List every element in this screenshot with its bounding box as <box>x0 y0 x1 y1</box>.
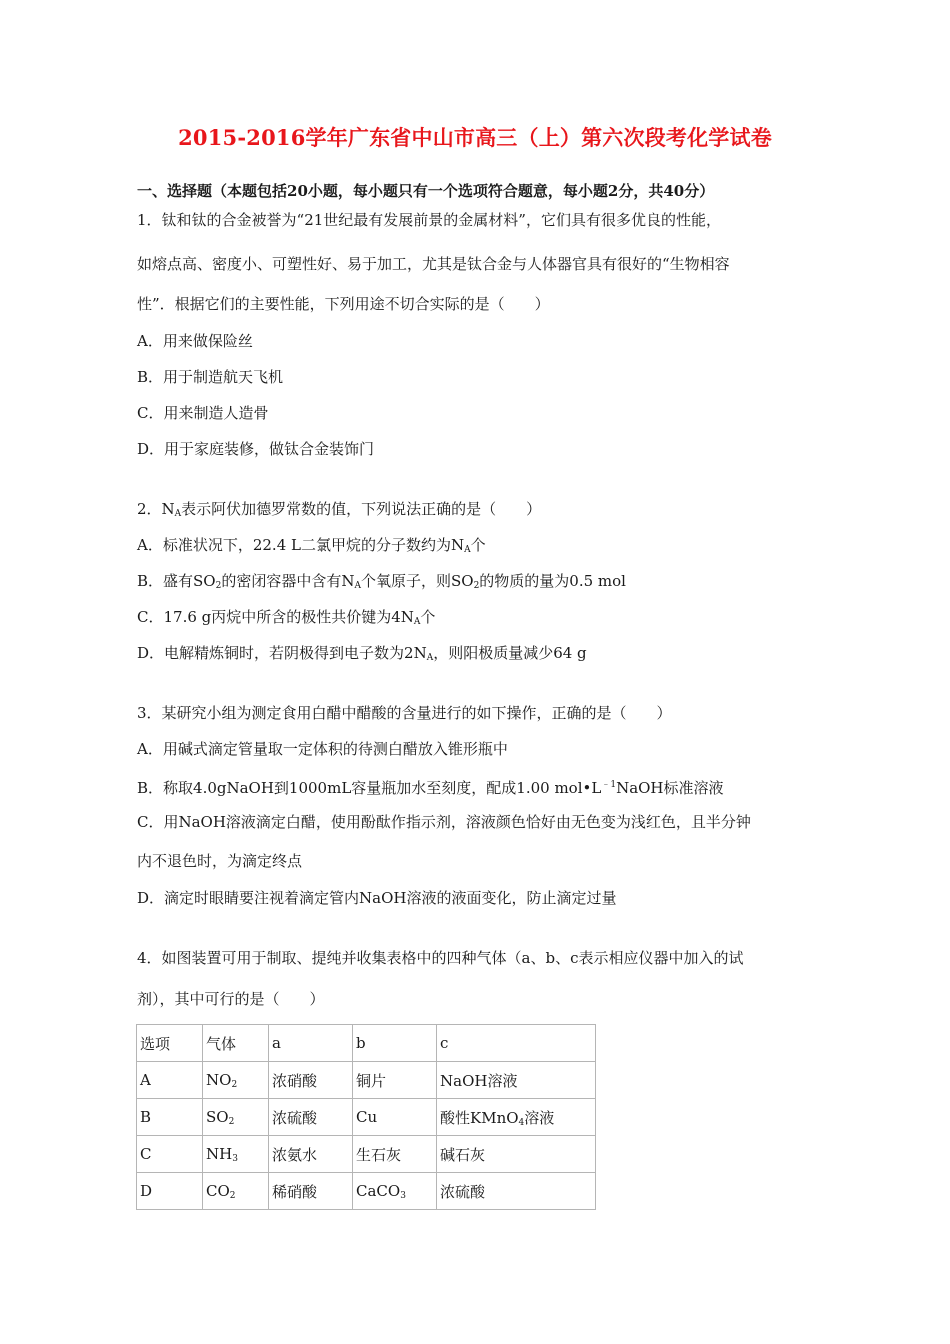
cell-a: 稀硝酸 <box>269 1173 353 1210</box>
q3-option-b <box>137 775 724 798</box>
reagent-b: 生石灰 <box>356 1145 402 1164</box>
cell-b <box>353 1136 437 1173</box>
q2-option-d <box>137 643 587 668</box>
reagent-b: 铜片 <box>356 1071 387 1090</box>
q2-option-a <box>137 535 486 560</box>
header-b: b <box>353 1025 437 1062</box>
q2-b-part1: B．盛有SO <box>137 572 216 590</box>
q2-d-sub: A <box>426 653 434 663</box>
gas-formula: NH <box>206 1144 233 1163</box>
q2-b-sub2: A <box>354 581 361 591</box>
q2-option-b <box>137 571 626 596</box>
table-row <box>137 1062 596 1099</box>
q3-option-c-line-2: 内不退色时，为滴定终点 <box>137 852 303 870</box>
q3-option-a: A．用碱式滴定管量取一定体积的待测白醋放入锥形瓶中 <box>137 740 508 758</box>
gas-subscript: 2 <box>229 1190 236 1201</box>
q3-option-c-line-1: C．用NaOH溶液滴定白醋，使用酚酞作指示剂，溶液颜色恰好由无色变为浅红色，且半分钟 <box>137 813 751 831</box>
cell-gas <box>203 1136 269 1173</box>
cell-gas <box>203 1099 269 1136</box>
cell-b <box>353 1062 437 1099</box>
table-row <box>137 1099 596 1136</box>
q2-d-post: ，则阳极质量减少64 g <box>433 644 587 662</box>
q2-stem-post: 表示阿伏加德罗常数的值，下列说法正确的是（ ） <box>181 500 542 518</box>
reagent-c-subscript: 4 <box>518 1117 525 1128</box>
q2-c-pre: C．17.6 g丙烷中所含的极性共价键为4N <box>137 608 414 626</box>
q2-b-part3: 个氧原子，则SO <box>360 572 474 590</box>
reagent-c-suffix: 溶液 <box>524 1108 555 1127</box>
q2-c-sub: A <box>413 617 421 627</box>
reagent-c: 碱石灰 <box>440 1145 486 1164</box>
cell-gas <box>203 1173 269 1210</box>
exam-title: 2015-2016学年广东省中山市高三（上）第六次段考化学试卷 <box>178 125 772 150</box>
cell-option: A <box>137 1062 203 1099</box>
table-header-row <box>137 1025 596 1062</box>
cell-c <box>437 1136 596 1173</box>
q1-stem-line-3: 性”．根据它们的主要性能，下列用途不切合实际的是（ ） <box>137 295 550 313</box>
q2-b-part2: 的密闭容器中含有N <box>221 572 355 590</box>
q2-stem-sub: A <box>174 509 182 519</box>
q3-option-d: D．滴定时眼睛要注视着滴定管内NaOH溶液的液面变化，防止滴定过量 <box>137 889 617 907</box>
cell-option: D <box>137 1173 203 1210</box>
reagent-c: 浓硫酸 <box>440 1182 486 1201</box>
q4-stem-line-1: 4．如图装置可用于制取、提纯并收集表格中的四种气体（a、b、c表示相应仪器中加入的试 <box>137 949 744 967</box>
cell-b <box>353 1173 437 1210</box>
header-option: 选项 <box>137 1025 203 1062</box>
reagent-b: CaCO <box>356 1181 401 1200</box>
gas-table <box>136 1024 596 1210</box>
reagent-c: NaOH溶液 <box>440 1071 518 1090</box>
q2-stem <box>137 499 541 524</box>
gas-formula: CO <box>206 1181 230 1200</box>
cell-gas <box>203 1062 269 1099</box>
q2-a-sub: A <box>464 545 471 555</box>
q1-option-a: A．用来做保险丝 <box>137 332 253 350</box>
cell-a: 浓氨水 <box>269 1136 353 1173</box>
gas-formula: SO <box>206 1107 229 1126</box>
q1-option-d: D．用于家庭装修，做钛合金装饰门 <box>137 440 375 458</box>
table-row <box>137 1173 596 1210</box>
gas-subscript: 2 <box>231 1079 238 1090</box>
q2-a-pre: A．标准状况下，22.4 L二氯甲烷的分子数约为N <box>137 536 465 554</box>
gas-subscript: 2 <box>228 1116 235 1127</box>
cell-c <box>437 1062 596 1099</box>
cell-a: 浓硫酸 <box>269 1099 353 1136</box>
q2-a-post: 个 <box>470 536 486 554</box>
cell-a: 浓硝酸 <box>269 1062 353 1099</box>
q1-option-b: B．用于制造航天飞机 <box>137 368 284 386</box>
q1-stem-line-1: 1．钛和钛的合金被誉为“21世纪最有发展前景的金属材料”，它们具有很多优良的性能， <box>137 211 721 229</box>
q2-b-part4: 的物质的量为0.5 mol <box>479 572 626 590</box>
cell-c <box>437 1099 596 1136</box>
cell-option: C <box>137 1136 203 1173</box>
q4-stem-line-2: 剂），其中可行的是（ ） <box>137 990 325 1008</box>
q2-b-sub1: 2 <box>215 581 222 591</box>
gas-formula: NO <box>206 1070 232 1089</box>
q3-b-post: NaOH标准溶液 <box>616 779 724 797</box>
q3-b-pre: B．称取4.0gNaOH到1000mL容量瓶加水至刻度，配成1.00 mol•L <box>137 779 602 797</box>
section-heading: 一、选择题（本题包括20小题，每小题只有一个选项符合题意，每小题2分，共40分） <box>137 182 715 200</box>
q1-option-c: C．用来制造人造骨 <box>137 404 269 422</box>
q3-b-sup: ﹣1 <box>601 780 617 790</box>
reagent-c: 酸性KMnO <box>440 1108 519 1127</box>
q2-c-post: 个 <box>420 608 436 626</box>
gas-subscript: 3 <box>232 1153 238 1164</box>
header-c: c <box>437 1025 596 1062</box>
q2-stem-pre: 2．N <box>137 500 175 518</box>
cell-option: B <box>137 1099 203 1136</box>
q1-stem-line-2: 如熔点高、密度小、可塑性好、易于加工，尤其是钛合金与人体器官具有很好的“生物相容 <box>137 255 730 273</box>
reagent-b-subscript: 3 <box>400 1190 406 1201</box>
q2-option-c <box>137 607 435 632</box>
reagent-b: Cu <box>356 1107 378 1126</box>
header-a: a <box>269 1025 353 1062</box>
cell-b <box>353 1099 437 1136</box>
q3-stem: 3．某研究小组为测定食用白醋中醋酸的含量进行的如下操作，正确的是（ ） <box>137 704 672 722</box>
header-gas: 气体 <box>203 1025 269 1062</box>
table-row <box>137 1136 596 1173</box>
cell-c <box>437 1173 596 1210</box>
q2-d-pre: D．电解精炼铜时，若阴极得到电子数为2N <box>137 644 427 662</box>
q2-b-sub3: 2 <box>473 581 480 591</box>
